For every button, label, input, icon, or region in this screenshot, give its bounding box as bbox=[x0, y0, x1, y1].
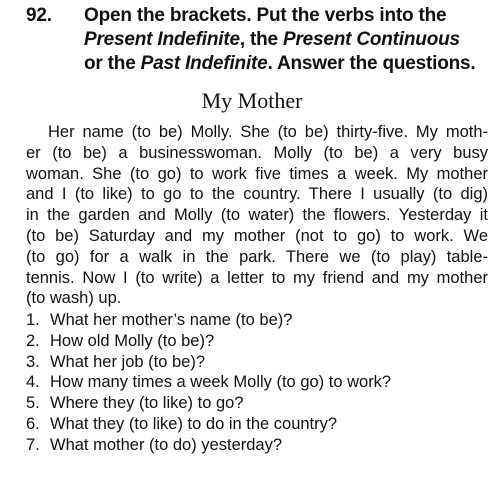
question-text: What mother (to do) yesterday? bbox=[50, 435, 283, 454]
tense-past-indefinite: Past Indefinite bbox=[140, 53, 268, 74]
task-separator: , the bbox=[239, 29, 283, 50]
exercise-number: 92. bbox=[26, 5, 52, 26]
task-or: or the bbox=[84, 53, 141, 74]
question-item bbox=[26, 372, 488, 393]
text-line: woman. She (to go) to work five times a week. My mother bbox=[26, 164, 488, 183]
text-line: (to be) Saturday and my mother (not to go) to work. We bbox=[26, 226, 488, 245]
question-text: What her mother’s name (to be)? bbox=[50, 311, 293, 329]
question-text: How old Molly (to be)? bbox=[50, 331, 215, 350]
text-line: in the garden and Molly (to water) the flowers. Yesterday it bbox=[26, 206, 488, 225]
task-line-1: Open the brackets. Put the verbs into the bbox=[84, 5, 447, 26]
text-line: er (to be) a businesswoman. Molly (to be) a very busy bbox=[26, 143, 488, 162]
reading-text bbox=[26, 122, 488, 309]
text-line: and I (to like) to go to the country. There I usually (to dig) bbox=[26, 185, 488, 204]
question-number: 4. bbox=[26, 373, 40, 392]
question-item bbox=[26, 414, 488, 435]
task-line-3 bbox=[84, 52, 496, 76]
question-number: 6. bbox=[26, 414, 40, 433]
text-title: My Mother bbox=[201, 88, 303, 113]
question-number: 1. bbox=[26, 311, 40, 329]
question-number: 2. bbox=[26, 331, 40, 350]
questions-list bbox=[26, 310, 488, 456]
question-text: What her job (to be)? bbox=[50, 352, 205, 371]
question-text: What they (to like) to do in the country? bbox=[50, 414, 338, 433]
text-line: (to go) for a walk in the park. There we (to play) table- bbox=[26, 247, 488, 266]
question-number: 7. bbox=[26, 435, 40, 454]
tense-present-indefinite: Present Indefinite bbox=[84, 29, 240, 50]
question-number: 5. bbox=[26, 394, 40, 413]
exercise-task bbox=[84, 4, 496, 76]
question-item bbox=[26, 331, 488, 352]
question-item bbox=[26, 352, 488, 373]
question-item bbox=[26, 393, 488, 414]
question-item bbox=[26, 310, 488, 331]
text-line: tennis. Now I (to write) a letter to my friend and my mother bbox=[26, 268, 488, 287]
question-text: Where they (to like) to go? bbox=[50, 394, 244, 413]
task-answer-questions: . Answer the questions. bbox=[267, 53, 476, 74]
tense-present-continuous: Present Continuous bbox=[282, 29, 460, 50]
text-line: (to wash) up. bbox=[26, 289, 122, 308]
question-text: How many times a week Molly (to go) to work? bbox=[50, 373, 392, 392]
question-item bbox=[26, 435, 488, 456]
text-line: Her name (to be) Molly. She (to be) thirty-five. My moth- bbox=[48, 123, 488, 141]
task-line-2 bbox=[84, 28, 496, 52]
question-number: 3. bbox=[26, 352, 40, 371]
